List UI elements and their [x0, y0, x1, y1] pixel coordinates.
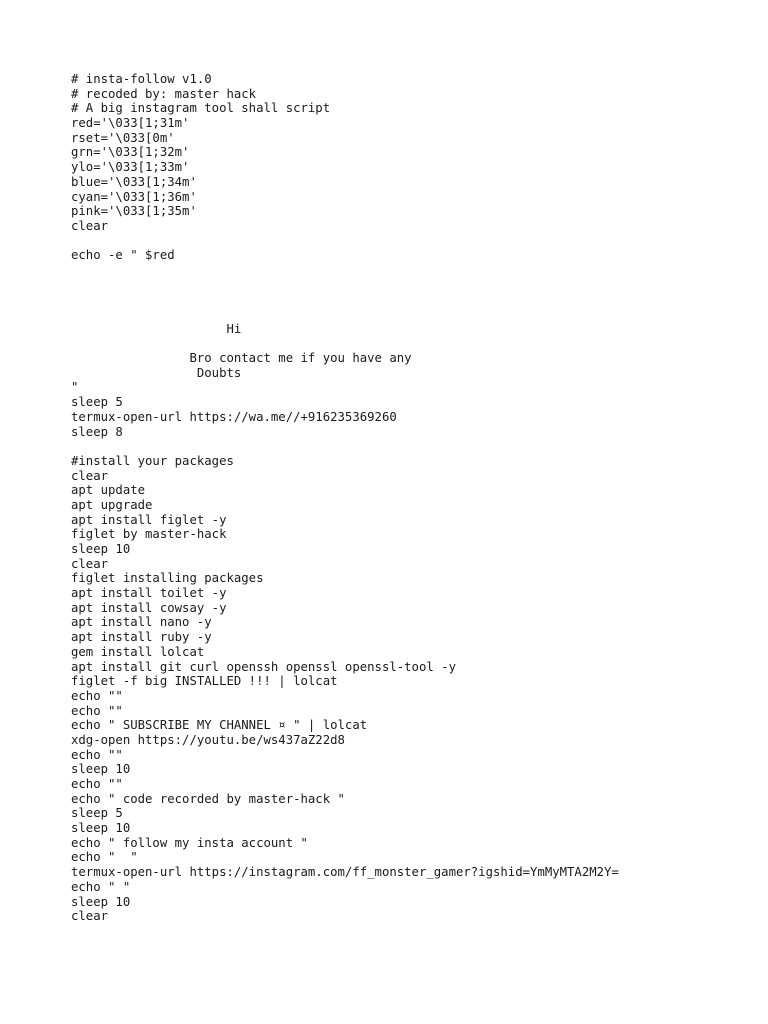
- code-line: apt install nano -y: [71, 615, 212, 630]
- code-line: echo "": [71, 703, 123, 718]
- code-line: pink='\033[1;35m': [71, 204, 197, 219]
- code-line: apt update: [71, 483, 146, 498]
- code-line: Bro contact me if you have any: [71, 351, 412, 366]
- code-line: [71, 292, 751, 307]
- code-line: apt upgrade: [71, 497, 153, 512]
- code-line: # A big instagram tool shall script: [71, 101, 331, 116]
- code-line: rset='\033[0m': [71, 130, 175, 145]
- code-line: sleep 10: [71, 821, 131, 836]
- code-line: ": [71, 380, 79, 395]
- code-line: clear: [71, 556, 109, 571]
- code-line: [71, 439, 751, 454]
- code-line: figlet installing packages: [71, 571, 264, 586]
- code-line: sleep 10: [71, 542, 131, 556]
- code-line: [71, 234, 751, 249]
- code-line: sleep 10: [71, 894, 131, 909]
- code-line: apt install figlet -y: [71, 512, 227, 527]
- code-line: figlet -f big INSTALLED !!! | lolcat: [71, 674, 338, 689]
- code-line: [71, 307, 751, 322]
- code-line: cyan='\033[1;36m': [71, 189, 197, 204]
- code-line: [71, 278, 751, 293]
- code-line: echo " follow my insta account ": [71, 835, 308, 850]
- code-line: sleep 10: [71, 762, 131, 777]
- code-line: sleep 5: [71, 395, 123, 410]
- code-line: apt install cowsay -y: [71, 600, 227, 615]
- code-line: [71, 263, 751, 278]
- code-line: Hi: [71, 321, 242, 336]
- code-line: termux-open-url https://instagram.com/ff_monster_gamer?igshid=YmMyMTA2M2Y=: [71, 865, 619, 880]
- code-line: clear: [71, 218, 109, 233]
- code-line: gem install lolcat: [71, 644, 205, 659]
- code-line: sleep 8: [71, 424, 123, 439]
- code-line: echo " code recorded by master-hack ": [71, 791, 345, 806]
- code-line: echo "": [71, 688, 123, 703]
- code-line: echo "": [71, 777, 123, 791]
- code-line: apt install ruby -y: [71, 630, 212, 645]
- code-line: echo "": [71, 747, 123, 762]
- code-line: echo -e " $red: [71, 248, 175, 263]
- code-line: echo " ": [71, 850, 138, 865]
- code-line: termux-open-url https://wa.me//+916235369260: [71, 409, 397, 424]
- code-line: clear: [71, 909, 109, 924]
- code-line: echo " ": [71, 879, 131, 894]
- code-line: grn='\033[1;32m': [71, 145, 190, 160]
- code-line: blue='\033[1;34m': [71, 174, 197, 189]
- code-line: #install your packages: [71, 453, 234, 468]
- code-line: echo " SUBSCRIBE MY CHANNEL ¤ " | lolcat: [71, 718, 368, 733]
- code-line: sleep 5: [71, 806, 123, 821]
- code-line: red='\033[1;31m': [71, 116, 190, 131]
- code-line: apt install git curl openssh openssl openssl-tool -y: [71, 659, 456, 674]
- code-line: [71, 336, 751, 351]
- code-line: figlet by master-hack: [71, 527, 227, 542]
- code-line: # insta-follow v1.0: [71, 72, 212, 86]
- code-line: # recoded by: master hack: [71, 86, 257, 101]
- code-line: clear: [71, 468, 109, 483]
- code-line: ylo='\033[1;33m': [71, 160, 190, 175]
- code-line: apt install toilet -y: [71, 586, 227, 601]
- code-line: xdg-open https://youtu.be/ws437aZ22d8: [71, 732, 345, 747]
- script-text: [71, 72, 751, 924]
- code-line: Doubts: [71, 365, 242, 380]
